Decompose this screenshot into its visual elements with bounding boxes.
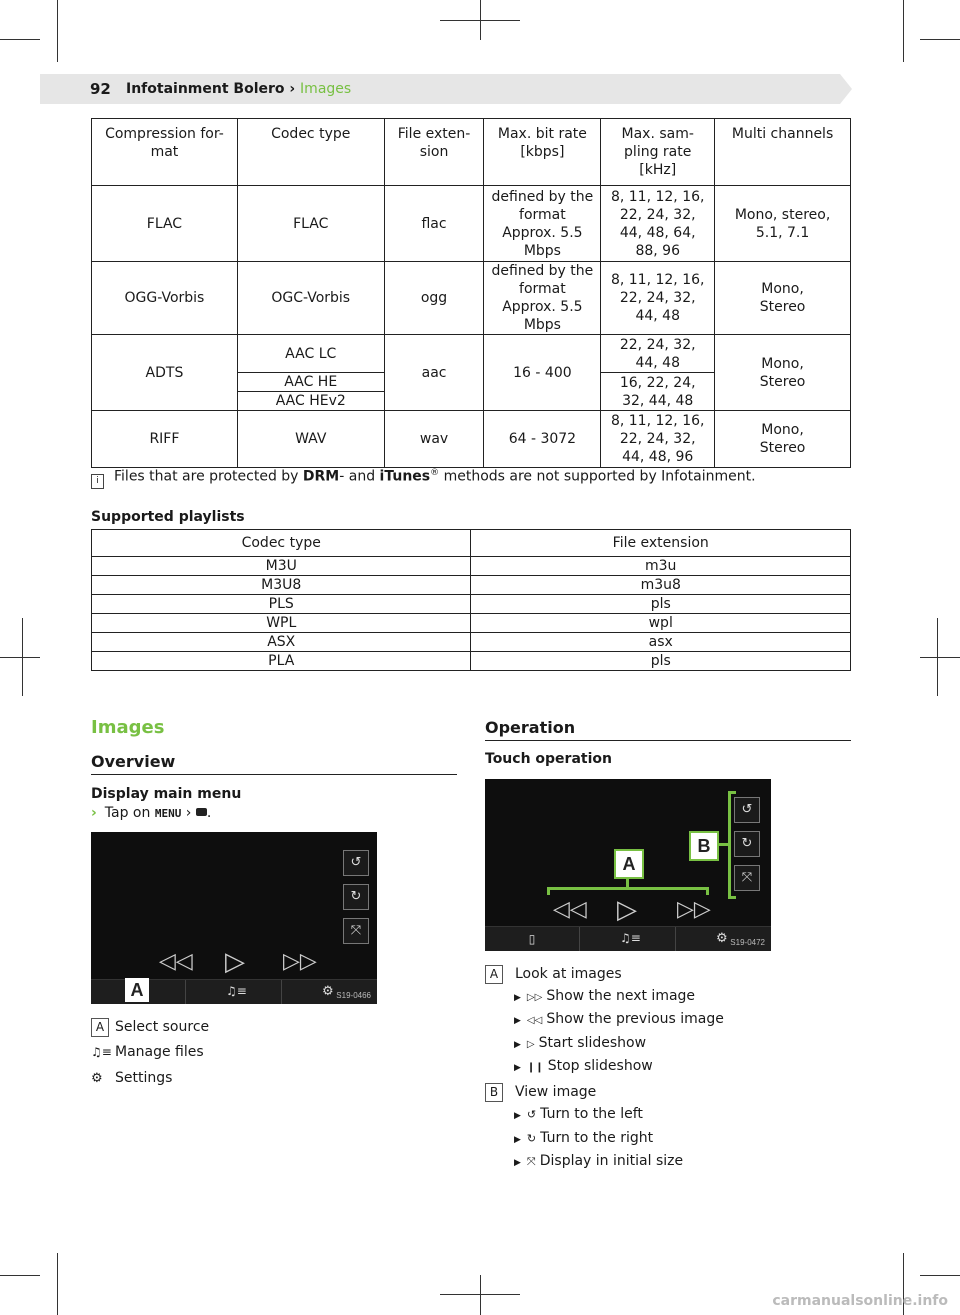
table-header-row bbox=[92, 119, 851, 186]
crop-mark bbox=[920, 1275, 960, 1276]
rotate-right-button[interactable]: ↻ bbox=[734, 831, 760, 857]
table-row bbox=[92, 614, 851, 633]
crop-mark bbox=[920, 657, 960, 658]
cell: 8, 11, 12, 16, 22, 24, 32, 44, 48 bbox=[601, 262, 715, 335]
column-header: Max. bit rate [kbps] bbox=[484, 119, 601, 186]
settings-icon[interactable]: ⚙ bbox=[281, 980, 377, 1004]
table-row bbox=[92, 411, 851, 468]
next-icon: ▷▷ bbox=[526, 992, 543, 1003]
list-item: ▶ ❙❙ Stop slideshow bbox=[514, 1058, 653, 1074]
cell: ASX bbox=[92, 633, 471, 652]
fit-size-icon: ⤧ bbox=[526, 1155, 536, 1168]
cell: RIFF bbox=[92, 411, 238, 468]
settings-icon[interactable]: ⚙ bbox=[675, 927, 771, 951]
menu-key: MENU bbox=[154, 807, 182, 820]
table-row bbox=[92, 335, 851, 373]
table-row bbox=[92, 186, 851, 262]
callout-a: A bbox=[614, 849, 644, 879]
breadcrumb bbox=[126, 81, 351, 97]
list-item: ▶ ▷▷ Show the next image bbox=[514, 988, 696, 1004]
cell: wpl bbox=[471, 614, 851, 633]
list-item: ▶ ▷ Start slideshow bbox=[514, 1035, 647, 1051]
images-menu-icon bbox=[196, 808, 207, 816]
rotate-left-button[interactable]: ↺ bbox=[734, 797, 760, 823]
bracket-a-right bbox=[706, 887, 709, 895]
settings-icon: ⚙ bbox=[91, 1071, 103, 1086]
cell: AAC HE bbox=[237, 373, 384, 392]
legend-item-select-source: A Select source bbox=[91, 1018, 209, 1037]
cell: wav bbox=[384, 411, 484, 468]
play-icon: ▷ bbox=[526, 1039, 535, 1050]
list-item: ▶ ⤧ Display in initial size bbox=[514, 1153, 684, 1169]
callout-a: A bbox=[125, 978, 149, 1002]
section-title-images: Images bbox=[91, 717, 165, 738]
table-row bbox=[92, 652, 851, 671]
cell: ADTS bbox=[92, 335, 238, 411]
figure-code: S19-0466 bbox=[336, 991, 371, 1000]
table-header-row bbox=[92, 530, 851, 557]
cell: 8, 11, 12, 16, 22, 24, 32, 44, 48, 64, 88, 96 bbox=[601, 186, 715, 262]
subsection-title-overview: Overview bbox=[91, 752, 457, 775]
breadcrumb-separator: › bbox=[284, 81, 301, 97]
cell: defined by the format Approx. 5.5 Mbps bbox=[484, 186, 601, 262]
list-item: ▶ ◁◁ Show the previous image bbox=[514, 1011, 724, 1027]
display-main-menu-title: Display main menu bbox=[91, 786, 242, 802]
page-number: 92 bbox=[90, 80, 111, 98]
watermark: carmanualsonline.info bbox=[772, 1293, 948, 1309]
cell: flac bbox=[384, 186, 484, 262]
cell: 8, 11, 12, 16, 22, 24, 32, 44, 48, 96 bbox=[601, 411, 715, 468]
table-row bbox=[92, 633, 851, 652]
cell: 22, 24, 32, 44, 48 bbox=[601, 335, 715, 373]
cell: pls bbox=[471, 595, 851, 614]
screen-images-overview bbox=[91, 832, 377, 1004]
legend-item-settings: ⚙ Settings bbox=[91, 1070, 173, 1086]
page-header-arrow bbox=[840, 74, 852, 104]
cell: 16 - 400 bbox=[484, 335, 601, 411]
rotate-right-icon: ↻ bbox=[526, 1132, 537, 1145]
crop-mark bbox=[440, 20, 520, 21]
cell: WPL bbox=[92, 614, 471, 633]
table-row bbox=[92, 557, 851, 576]
column-header: Codec type bbox=[237, 119, 384, 186]
info-book-icon: i bbox=[91, 474, 104, 489]
crop-mark bbox=[920, 39, 960, 40]
list-item: ▶ ↻ Turn to the right bbox=[514, 1130, 654, 1146]
legend-item-manage-files: ♫≡ Manage files bbox=[91, 1044, 204, 1060]
manage-files-icon[interactable]: ♫≡ bbox=[226, 984, 247, 998]
pause-icon: ❙❙ bbox=[526, 1062, 544, 1073]
next-icon[interactable]: ▷▷ bbox=[283, 949, 317, 974]
rotate-left-button[interactable]: ↺ bbox=[343, 850, 369, 876]
cell: M3U bbox=[92, 557, 471, 576]
cell: OGG-Vorbis bbox=[92, 262, 238, 335]
screen-touch-operation bbox=[485, 779, 771, 951]
cell: M3U8 bbox=[92, 576, 471, 595]
crop-mark bbox=[0, 1275, 40, 1276]
crop-mark bbox=[57, 0, 58, 62]
cell: PLS bbox=[92, 595, 471, 614]
next-icon[interactable]: ▷▷ bbox=[677, 897, 711, 922]
rotate-left-icon: ↺ bbox=[526, 1108, 537, 1121]
column-header: Multi channels bbox=[715, 119, 851, 186]
crop-mark bbox=[0, 39, 40, 40]
codec-table bbox=[91, 118, 851, 468]
previous-icon: ◁◁ bbox=[526, 1015, 543, 1026]
fit-size-button[interactable]: ⤧ bbox=[343, 918, 369, 944]
cell: asx bbox=[471, 633, 851, 652]
cell: 64 - 3072 bbox=[484, 411, 601, 468]
column-header: File extension bbox=[471, 530, 851, 557]
callout-b: B bbox=[689, 831, 719, 861]
crop-mark bbox=[480, 1275, 481, 1315]
bracket-b-bottom bbox=[728, 896, 736, 899]
table-row bbox=[92, 595, 851, 614]
legend-item-b: B View image bbox=[485, 1083, 596, 1102]
column-header: Codec type bbox=[92, 530, 471, 557]
cell: m3u8 bbox=[471, 576, 851, 595]
bracket-b-top bbox=[728, 791, 736, 794]
section-title-operation: Operation bbox=[485, 718, 851, 741]
rotate-right-button[interactable]: ↻ bbox=[343, 884, 369, 910]
crop-mark bbox=[903, 0, 904, 62]
touch-operation-title: Touch operation bbox=[485, 751, 612, 767]
play-icon[interactable]: ▷ bbox=[225, 947, 245, 977]
cell: pls bbox=[471, 652, 851, 671]
cell: FLAC bbox=[237, 186, 384, 262]
breadcrumb-chapter[interactable]: Infotainment Bolero bbox=[126, 81, 285, 97]
column-header: Max. sam- pling rate [kHz] bbox=[601, 119, 715, 186]
drm-note: i Files that are protected by DRM- and iTunes® methods are not supported by Infotainment. bbox=[91, 468, 756, 489]
manage-files-icon: ♫≡ bbox=[91, 1045, 112, 1059]
playlists-title: Supported playlists bbox=[91, 509, 245, 525]
tap-instruction: › Tap on MENU › . bbox=[91, 805, 212, 821]
cell: WAV bbox=[237, 411, 384, 468]
crop-mark bbox=[57, 1253, 58, 1315]
list-item: ▶ ↺ Turn to the left bbox=[514, 1106, 643, 1122]
table-row bbox=[92, 262, 851, 335]
bracket-b-vertical bbox=[728, 791, 731, 899]
legend-item-a: A Look at images bbox=[485, 965, 622, 984]
cell: Mono, Stereo bbox=[715, 335, 851, 411]
play-icon[interactable]: ▷ bbox=[617, 895, 637, 925]
crop-mark bbox=[440, 1294, 520, 1295]
cell: Mono, stereo, 5.1, 7.1 bbox=[715, 186, 851, 262]
cell: ogg bbox=[384, 262, 484, 335]
cell: defined by the format Approx. 5.5 Mbps bbox=[484, 262, 601, 335]
cell: Mono, Stereo bbox=[715, 411, 851, 468]
manage-files-icon[interactable]: ♫≡ bbox=[620, 931, 641, 945]
crop-mark bbox=[0, 657, 40, 658]
cell: OGC-Vorbis bbox=[237, 262, 384, 335]
bracket-a-horizontal bbox=[547, 887, 709, 890]
playlist-table bbox=[91, 529, 851, 671]
source-button[interactable]: ▯ bbox=[485, 927, 580, 951]
cell: FLAC bbox=[92, 186, 238, 262]
cell: PLA bbox=[92, 652, 471, 671]
fit-size-button[interactable]: ⤧ bbox=[734, 865, 760, 891]
figure-code: S19-0472 bbox=[730, 938, 765, 947]
table-row bbox=[92, 576, 851, 595]
step-arrow-icon: › bbox=[91, 805, 97, 821]
previous-icon[interactable]: ◁◁ bbox=[553, 897, 587, 922]
cell: 16, 22, 24, 32, 44, 48 bbox=[601, 373, 715, 411]
cell: AAC LC bbox=[237, 335, 384, 373]
column-header: File exten- sion bbox=[384, 119, 484, 186]
column-header: Compression for- mat bbox=[92, 119, 238, 186]
cell: AAC HEv2 bbox=[237, 392, 384, 411]
cell: aac bbox=[384, 335, 484, 411]
bracket-a-left bbox=[547, 887, 550, 895]
cell: m3u bbox=[471, 557, 851, 576]
screen-bottom-bar bbox=[485, 926, 771, 951]
previous-icon[interactable]: ◁◁ bbox=[159, 949, 193, 974]
cell: Mono, Stereo bbox=[715, 262, 851, 335]
breadcrumb-current: Images bbox=[300, 81, 352, 97]
